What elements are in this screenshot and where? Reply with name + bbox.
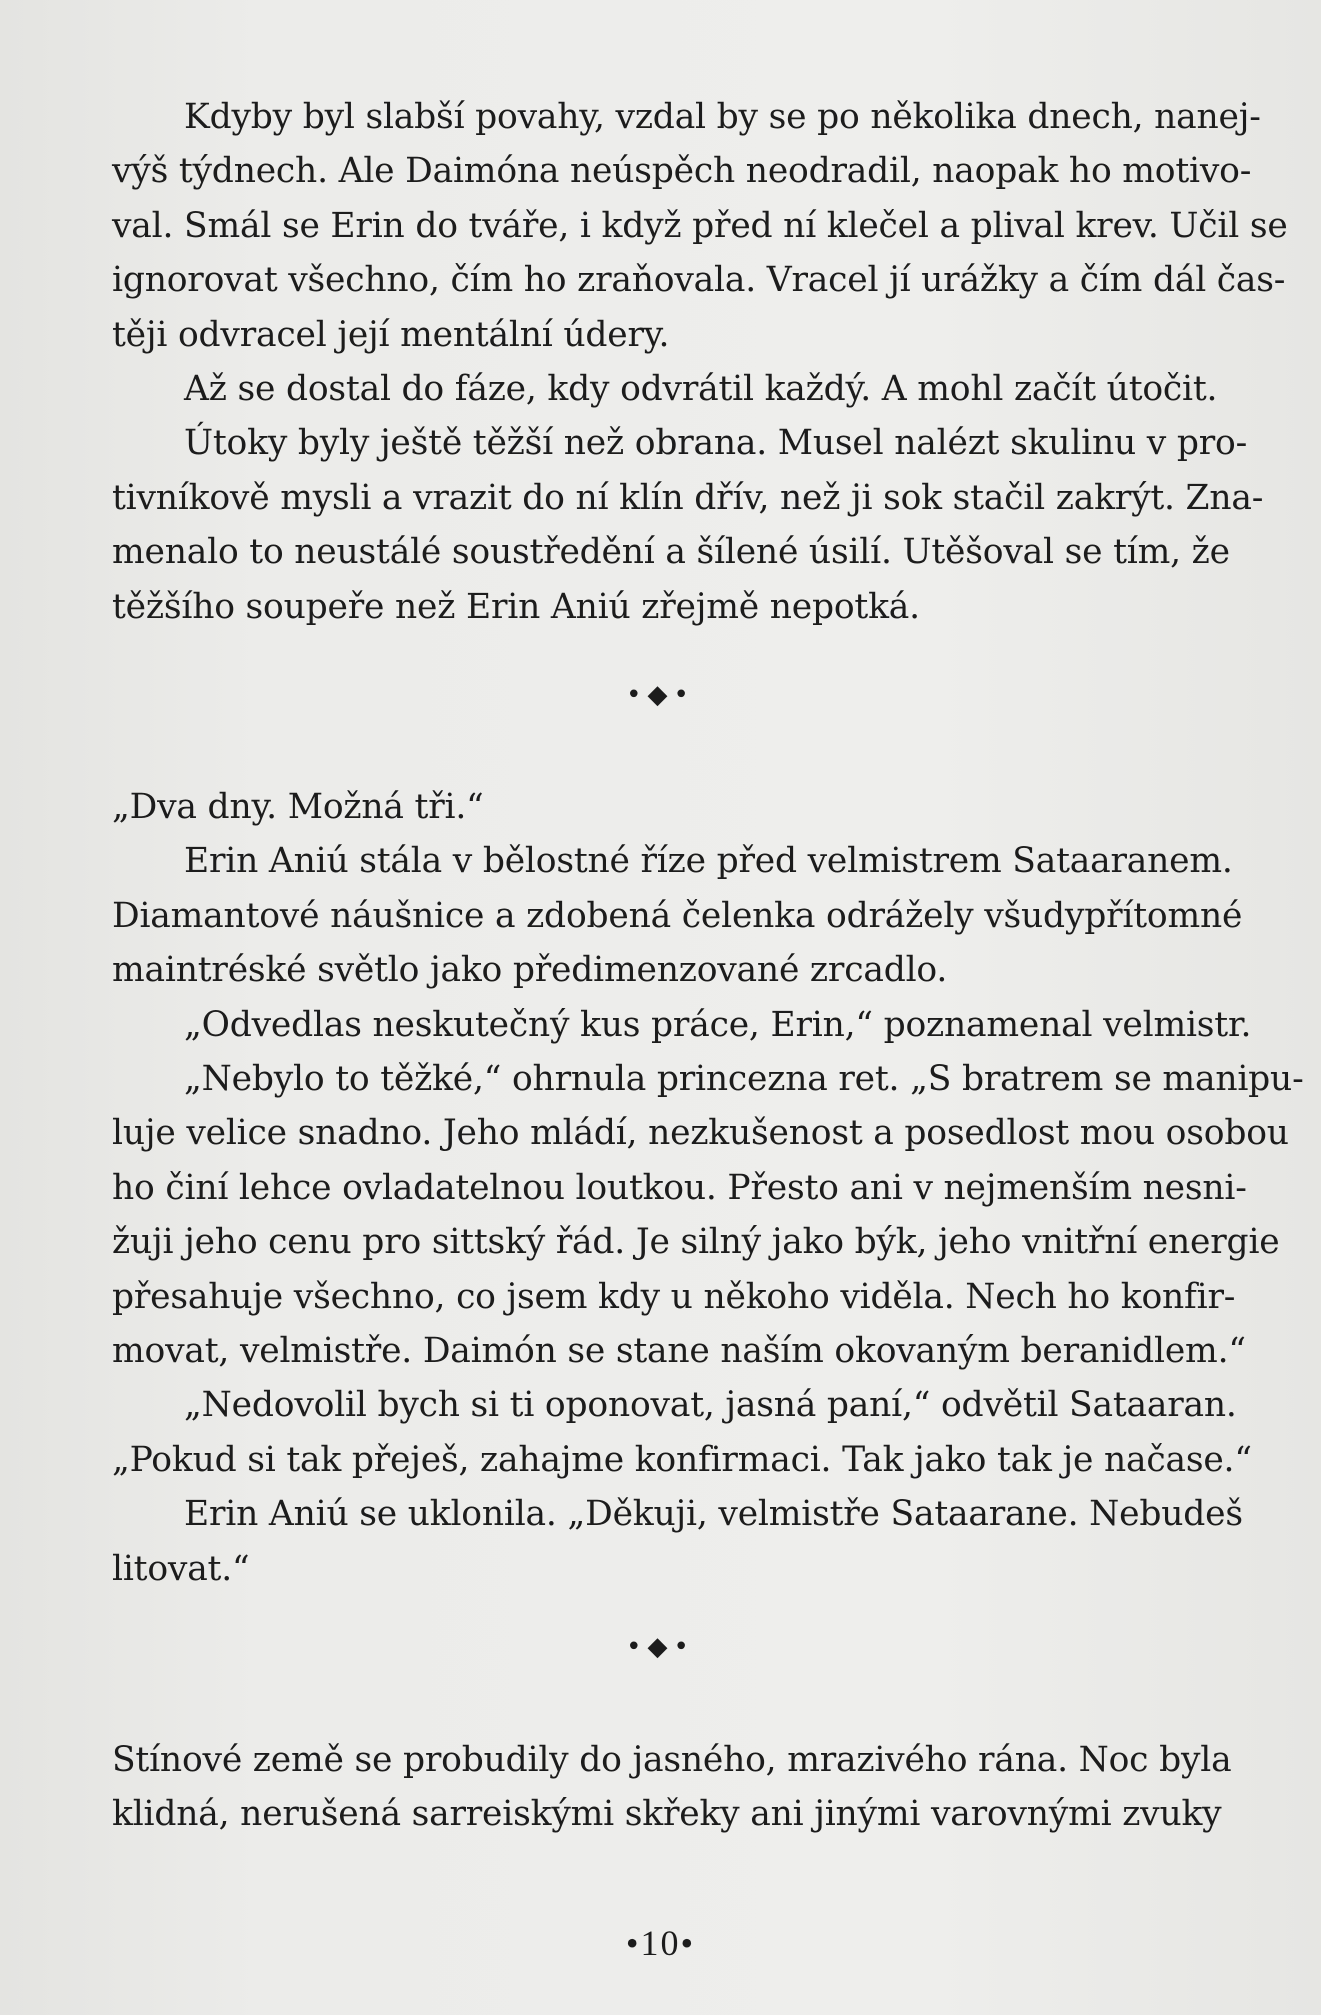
text-line: žuji jeho cenu pro sittský řád. Je silný jako býk, jeho vnitřní energie: [112, 1222, 1280, 1263]
text-line: „Dva dny. Možná tři.“: [112, 787, 484, 827]
text-section-3: [112, 1733, 1232, 1842]
text-line: „Pokud si tak přeješ, zahajme konfirmaci. Tak jako tak je načase.“: [112, 1439, 1252, 1480]
text-line: těji odvracel její mentální údery.: [112, 314, 670, 355]
text-section-2: [112, 780, 1304, 1596]
section-break-ornament-2: •◆•: [626, 1632, 695, 1662]
page-number: •10•: [625, 1923, 696, 1963]
text-line: Kdyby byl slabší povahy, vzdal by se po několika dnech, nanej-: [184, 97, 1261, 137]
text-line: tivníkově mysli a vrazit do ní klín dřív, než ji sok stačil zakrýt. Zna-: [112, 477, 1264, 518]
text-line: val. Smál se Erin do tváře, i když před ní klečel a plival krev. Učil se: [112, 205, 1288, 246]
section-break-ornament-1: •◆•: [626, 680, 695, 710]
text-line: maintréské světlo jako předimenzované zrcadlo.: [112, 950, 948, 991]
text-line: Stínové země se probudily do jasného, mrazivého rána. Noc byla: [112, 1740, 1232, 1780]
text-line: klidná, nerušená sarreiskými skřeky ani jinými varovnými zvuky: [112, 1794, 1222, 1835]
text-line: Erin Aniú se uklonila. „Děkuji, velmistře Sataarane. Nebudeš: [184, 1494, 1243, 1535]
text-line: Erin Aniú stála v bělostné říze před velmistrem Sataaranem.: [184, 841, 1233, 882]
text-line: výš týdnech. Ale Daimóna neúspěch neodradil, naopak ho motivo-: [112, 151, 1252, 192]
text-line: „Nedovolil bych si ti oponovat, jasná paní,“ odvětil Sataaran.: [184, 1385, 1237, 1426]
text-line: ignorovat všechno, čím ho zraňovala. Vracel jí urážky a čím dál čas-: [112, 260, 1286, 301]
text-line: těžšího soupeře než Erin Aniú zřejmě nepotká.: [112, 586, 920, 627]
text-line: Diamantové náušnice a zdobená čelenka odrážely všudypřítomné: [112, 895, 1243, 936]
text-line: luje velice snadno. Jeho mládí, nezkušenost a posedlost mou osobou: [112, 1113, 1289, 1154]
text-line: movat, velmistře. Daimón se stane naším okovaným beranidlem.“: [112, 1331, 1246, 1372]
text-line: Až se dostal do fáze, kdy odvrátil každý. A mohl začít útočit.: [184, 369, 1218, 410]
text-line: litovat.“: [112, 1548, 250, 1589]
text-line: ho činí lehce ovladatelnou loutkou. Přesto ani v nejmenším nesni-: [112, 1167, 1247, 1208]
text-section-1: [112, 90, 1288, 634]
text-line: „Odvedlas neskutečný kus práce, Erin,“ poznamenal velmistr.: [184, 1004, 1252, 1045]
text-line: „Nebylo to těžké,“ ohrnula princezna ret. „S bratrem se manipu-: [184, 1059, 1304, 1100]
text-line: menalo to neustálé soustředění a šílené úsilí. Utěšoval se tím, že: [112, 532, 1230, 573]
text-line: Útoky byly ještě těžší než obrana. Musel nalézt skulinu v pro-: [184, 423, 1248, 464]
text-line: přesahuje všechno, co jsem kdy u někoho viděla. Nech ho konfir-: [112, 1276, 1236, 1317]
